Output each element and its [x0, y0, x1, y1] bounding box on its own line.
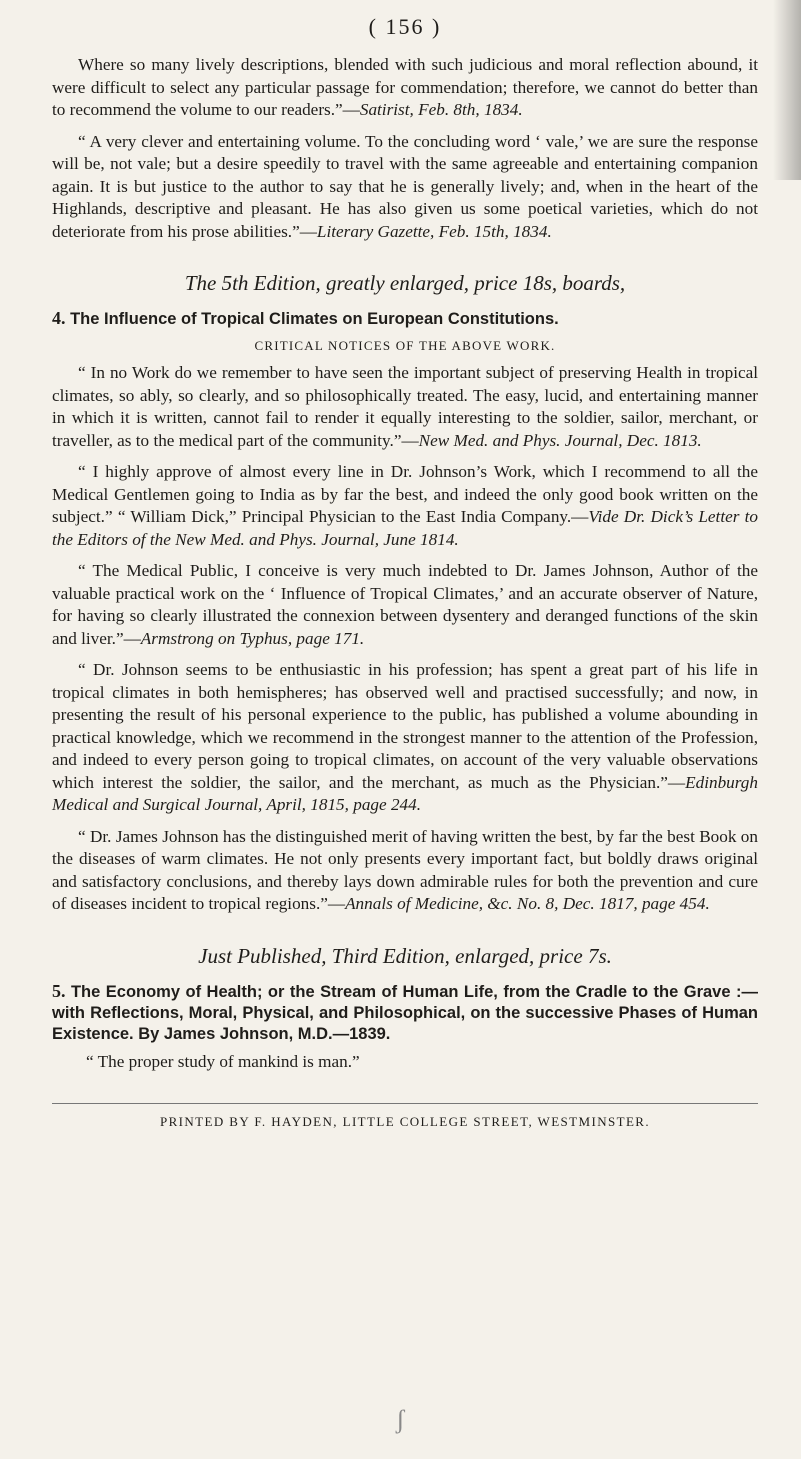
- review-satirist: [52, 54, 758, 122]
- notice-text: “ The Medical Public, I conceive is very much indebted to Dr. James Johnson, Author of the valuable practical work on the ‘ Influence of Tropical Climates,’ and an accurate observer of Nature, for having so clearly illustrated the connexion between dysentery and deranged functions of the skin and liver.”—: [52, 561, 758, 648]
- divider: [52, 1103, 758, 1104]
- edition-heading-5: Just Published, Third Edition, enlarged, price 7s.: [198, 943, 612, 968]
- critical-notices-heading: CRITICAL NOTICES OF THE ABOVE WORK.: [254, 338, 556, 353]
- book-title-text: The Economy of Health; or the Stream of Human Life, from the Cradle to the Grave :—with Reflections, Moral, Physical, and Philosophical, on the successive Phases of Human Existence. By James Johnson, M.D.—1839.: [52, 982, 758, 1043]
- review-source: Satirist, Feb. 8th, 1834.: [359, 100, 523, 119]
- book-title-text: The Influence of Tropical Climates on European Constitutions.: [70, 310, 559, 328]
- book-title-5: [52, 981, 758, 1045]
- notice-3: [52, 560, 758, 650]
- notice-text: “ I highly approve of almost every line in Dr. Johnson’s Work, which I recommend to all the Medical Gentlemen going to India as by far the best, and indeed the only good book written on the subject.” “ William Dick,” Principal Physician to the East India Company.—: [52, 462, 758, 526]
- review-literary-gazette: [52, 131, 758, 244]
- notice-source: Armstrong on Typhus, page 171.: [140, 628, 365, 648]
- edition-heading-4: The 5th Edition, greatly enlarged, price 18s, boards,: [184, 271, 626, 295]
- notice-5: [52, 826, 758, 916]
- review-text: Where so many lively descriptions, blended with such judicious and moral reflection abound, it were difficult to select any particular passage for commendation; therefore, we cannot do better than to recommend the volume to our readers.”—: [52, 55, 758, 119]
- notice-source: New Med. and Phys. Journal, Dec. 1813.: [418, 430, 702, 450]
- notice-source: Annals of Medicine, &c. No. 8, Dec. 1817, page 454.: [345, 894, 710, 913]
- notice-1: [52, 362, 758, 452]
- document-page: [52, 14, 758, 1130]
- notice-source: Vide Dr. Dick’s Letter to the Editors of the New Med. and Phys. Journal, June 1814.: [52, 507, 758, 549]
- printer-imprint: PRINTED BY F. HAYDEN, LITTLE COLLEGE STREET, WESTMINSTER.: [159, 1114, 651, 1129]
- motto: “ The proper study of mankind is man.”: [86, 1051, 360, 1071]
- notice-2: [52, 461, 758, 551]
- page-edge-shadow: [773, 0, 801, 180]
- book-title-4: [52, 308, 758, 330]
- notice-text: “ Dr. James Johnson has the distinguished merit of having written the best, by far the best Book on the diseases of warm climates. He not only presents every important fact, but boldly draws original and satisfactory conclusions, and thereby lays down admirable rules for both the prevention and cure of diseases incident to tropical regions.”—: [52, 826, 758, 913]
- book-number: 5.: [52, 980, 66, 1001]
- review-source: Literary Gazette, Feb. 15th, 1834.: [316, 221, 552, 241]
- review-text: “ A very clever and entertaining volume. To the concluding word ‘ vale,’ we are sure the response will be, not vale; but a desire speedily to travel with the same agreeable and entertaining companion again. It is but justice to the author to say that he is generally lively; and, when in the heart of the Highlands, descriptive and pleasant. He has also given us some poetical varieties, which do not deteriorate from his prose abilities.”—: [52, 131, 758, 241]
- ink-mark-icon: ʃ: [396, 1405, 405, 1434]
- notice-text: “ Dr. Johnson seems to be enthusiastic in his profession; has spent a great part of his life in tropical climates in both hemispheres; has observed well and practised successfully; and now, in presenting the result of his personal experience to the public, has published a volume abounding in practical knowledge, which we recommend in the strongest manner to the attention of the Profession, and indeed to every person going to tropical climates, on account of the very valuable observations which interest the soldier, the sailor, and the merchant, as much as the Physician.”—: [52, 660, 758, 792]
- page-number: ( 156 ): [368, 14, 442, 39]
- notice-text: “ In no Work do we remember to have seen the important subject of preserving Health in tropical climates, so ably, so clearly, and so philosophically treated. The easy, lucid, and entertaining manner in which it is written, cannot fail to render it equally interesting to the soldier, sailor, merchant, or traveller, as to the medical part of the community.”—: [52, 363, 758, 450]
- notice-source: Edinburgh Medical and Surgical Journal, April, 1815, page 244.: [52, 772, 758, 814]
- book-number: 4.: [52, 308, 66, 328]
- notice-4: [52, 659, 758, 817]
